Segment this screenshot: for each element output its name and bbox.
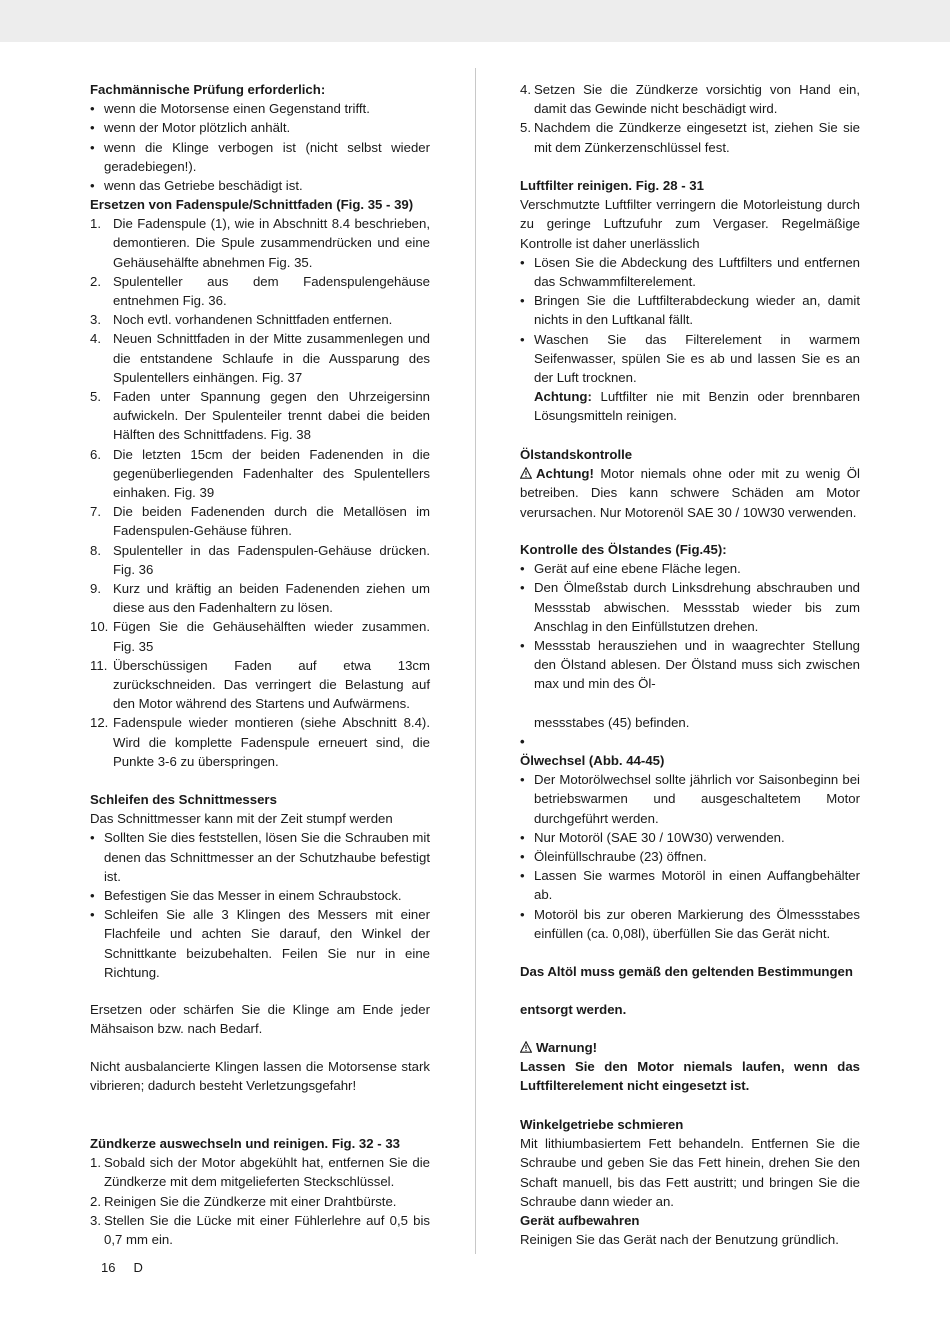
section-title: Schleifen des Schnittmessers (90, 792, 277, 807)
paragraph: Ersetzen oder schärfen Sie die Klinge am Ende jeder Mähsaison bzw. nach Bedarf. (90, 1002, 430, 1037)
paragraph-balance (90, 1057, 430, 1095)
section-title: Ersetzen von Fadenspule/Schnittfaden (Fig. 35 - 39) (90, 197, 414, 212)
list-item: 8. Spulenteller in das Fadenspulen-Gehäuse drücken. Fig. 36 (90, 542, 430, 577)
section-oelwechsel (520, 751, 860, 943)
altoel-note-2 (520, 1000, 860, 1019)
list-item: 4. Setzen Sie die Zündkerze vorsichtig von Hand ein, damit das Gewinde nicht beschädigt wird. (520, 82, 860, 117)
section-zuendkerze (90, 1134, 430, 1249)
kontrolle-continuation (520, 713, 860, 751)
section-title: Zündkerze auswechseln und reinigen. Fig. 32 - 33 (90, 1136, 400, 1151)
section-luftfilter (520, 176, 860, 426)
list-item: 1. Sobald sich der Motor abgekühlt hat, entfernen Sie die Zündkerze mit dem mitgelieferten Steckschlüssel. (90, 1155, 430, 1190)
warning-icon (520, 467, 532, 479)
list-item: 1. Die Fadenspule (1), wie in Abschnitt 8.4 beschrieben, demontieren. Die Spule zusammendrücken und eine Gehäusehälfte abnehmen Fig. 35. (90, 216, 430, 270)
section-fadenspule (90, 195, 430, 771)
section-title: Luftfilter reinigen. Fig. 28 - 31 (520, 178, 704, 193)
list-item: 4. Neuen Schnittfaden in der Mitte zusammenlegen und die entstandene Schlaufe in die Aussparung des Spulentellers einhängen. Fig. 37 (90, 331, 430, 385)
list-item: • Sollten Sie dies feststellen, lösen Sie die Schrauben mit denen das Schnittmesser an der Schutzhaube befestigt ist. (90, 830, 430, 884)
paragraph: Verschmutzte Luftfilter verringern die Motorleistung durch zu geringe Luftzufuhr zum Vergaser. Regelmäßige Kontrolle ist daher unerlässlich (520, 197, 860, 251)
list-item: 9. Kurz und kräftig an beiden Fadenenden ziehen um diese aus den Fadenhaltern zu lösen. (90, 581, 430, 616)
list-item: • Befestigen Sie das Messer in einem Schraubstock. (90, 888, 402, 904)
section-zuendkerze-cont (520, 80, 860, 157)
bullet-list (520, 770, 860, 943)
paragraph-ersetzen (90, 1000, 430, 1038)
numbered-list (520, 80, 860, 157)
list-item: 5. Faden unter Spannung gegen den Uhrzeigersinn aufwickeln. Der Spulenteiler trennt dabei die beiden Hälften des Schnittfadens. Fig. 38 (90, 389, 430, 443)
section-kontrolle (520, 540, 860, 694)
paragraph: Mit lithiumbasiertem Fett behandeln. Entfernen Sie die Schraube und geben Sie das Fett hinein, drehen Sie den Schaft manuell, bis das Fett austritt; und bringen Sie die Schraube dann wieder an. (520, 1136, 860, 1209)
list-item: • Motoröl bis zur oberen Markierung des Ölmessstabes einfüllen (ca. 0,08l), überfüllen Sie das Gerät nicht. (520, 906, 860, 941)
section-title: Ölstandskontrolle (520, 447, 633, 462)
column-divider (475, 68, 476, 1254)
paragraph: Das Schnittmesser kann mit der Zeit stumpf werden (90, 811, 393, 827)
list-item: 5. Nachdem die Zündkerze eingesetzt ist, ziehen Sie sie mit dem Zünkerzenschlüssel fest. (520, 120, 860, 155)
list-item: • Schleifen Sie alle 3 Klingen des Messers mit einer Flachfeile und achten Sie darauf, den Winkel der Schnittkante beizubehalten. Feilen Sie nur in eine Richtung. (90, 907, 430, 980)
numbered-list (90, 1153, 430, 1249)
bullet-list (90, 99, 430, 195)
top-bar (0, 0, 950, 42)
list-item: 2. Reinigen Sie die Zündkerze mit einer Drahtbürste. (90, 1193, 397, 1209)
section-title: Gerät aufbewahren (520, 1213, 640, 1229)
language-code: D (133, 1260, 143, 1275)
list-item: 6. Die letzten 15cm der beiden Fadenenden in die gegenüberliegenden Fadenhalter des Spulentellers einhaken. Fig. 39 (90, 446, 430, 501)
list-item: • Bringen Sie die Luftfilterabdeckung wieder an, damit nichts in den Luftkanal fällt. (520, 293, 860, 328)
list-item: • Nur Motoröl (SAE 30 / 10W30) verwenden. (520, 829, 785, 845)
list-item: • wenn das Getriebe beschädigt ist. (90, 178, 303, 194)
list-item: 3. Stellen Sie die Lücke mit einer Fühlerlehre auf 0,5 bis 0,7 mm ein. (90, 1212, 430, 1248)
list-item: • wenn die Motorsense einen Gegenstand trifft. (90, 101, 370, 117)
section-title: Warnung! (520, 1038, 860, 1057)
paragraph: entsorgt werden. (520, 1002, 627, 1017)
list-item: 2. Spulenteller aus dem Fadenspulengehäuse entnehmen Fig. 36. (90, 273, 430, 309)
stray-bullet: • (520, 734, 525, 750)
section-title: Fachmännische Prüfung erforderlich: (90, 82, 326, 97)
section-pruefung (90, 80, 430, 195)
section-title: Winkelgetriebe schmieren (520, 1117, 684, 1132)
list-item: 3. Noch evtl. vorhandenen Schnittfaden entfernen. (90, 312, 393, 328)
list-item: 10. Fügen Sie die Gehäusehälften wieder zusammen. Fig. 35 (90, 619, 430, 654)
warning-icon (520, 1041, 532, 1053)
page-footer (101, 1258, 161, 1277)
bullet-list (520, 253, 860, 387)
list-item: 12. Fadenspule wieder montieren (siehe Abschnitt 8.4). Wird die komplette Fadenspule erneuert sind, die Punkte 3-6 zu überspringen. (90, 715, 430, 769)
section-oelstand (520, 445, 860, 522)
altoel-note-1 (520, 962, 860, 981)
section-title: Kontrolle des Ölstandes (Fig.45): (520, 542, 727, 557)
list-item: • wenn der Motor plötzlich anhält. (90, 120, 291, 136)
list-item: • Gerät auf eine ebene Fläche legen. (520, 561, 741, 577)
section-schleifen (90, 790, 430, 982)
paragraph: messstabes (45) befinden. (534, 715, 690, 730)
numbered-list (90, 214, 430, 771)
list-item: • Den Ölmeßstab durch Linksdrehung abschrauben und Messstab abwischen. Messstab wieder bis zum Anschlag in den Einfüllstutzen drehen. (520, 580, 860, 634)
list-item: 7. Die beiden Fadenenden durch die Metallösen im Fadenspulen-Gehäuse führen. (90, 504, 430, 539)
section-warnung (520, 1038, 860, 1096)
section-winkelgetriebe (520, 1115, 860, 1249)
paragraph: Achtung! Motor niemals ohne oder mit zu wenig Öl betreiben. Dies kann schwere Schäden am Motor verursachen. Nur Motorenöl SAE 30 / 10W30 verwenden. (520, 466, 860, 520)
list-item: • wenn die Klinge verbogen ist (nicht selbst wieder geradebiegen!). (90, 139, 430, 174)
paragraph: Reinigen Sie das Gerät nach der Benutzung gründlich. (520, 1232, 839, 1248)
bullet-list (90, 828, 430, 982)
section-title: Ölwechsel (Abb. 44-45) (520, 753, 665, 768)
list-item: • Der Motorölwechsel sollte jährlich vor Saisonbeginn bei betriebswarmen und ausgeschaltetem Motor durchgeführt werden. (520, 772, 860, 826)
paragraph: Nicht ausbalancierte Klingen lassen die Motorsense stark vibrieren; dadurch besteht Verletzungsgefahr! (90, 1059, 430, 1094)
list-item: • Lösen Sie die Abdeckung des Luftfilters und entfernen das Schwammfilterelement. (520, 254, 860, 290)
list-item: • Lassen Sie warmes Motoröl in einen Auffangbehälter ab. (520, 868, 860, 903)
caution-note: Achtung: Luftfilter nie mit Benzin oder brennbaren Lösungsmitteln reinigen. (534, 389, 860, 424)
list-item: • Waschen Sie das Filterelement in warmem Seifenwasser, spülen Sie es ab und lassen Sie es an der Luft trocknen. (520, 331, 860, 386)
list-item: • Öleinfüllschraube (23) öffnen. (520, 849, 707, 865)
page-number: 16 (101, 1260, 116, 1275)
list-item: • Messstab herausziehen und in waagrechter Stellung den Ölstand ablesen. Der Ölstand muss sich zwischen max und min des Öl- (520, 638, 860, 692)
bullet-list (520, 559, 860, 693)
paragraph: Lassen Sie den Motor niemals laufen, wenn das Luftfilterelement nicht eingesetzt ist. (520, 1059, 860, 1094)
paragraph: Das Altöl muss gemäß den geltenden Bestimmungen (520, 964, 853, 979)
list-item: 11. Überschüssigen Faden auf etwa 13cm zurückschneiden. Das verringert die Belastung auf den Motor während des Startens und Aufwärmens. (90, 657, 430, 712)
